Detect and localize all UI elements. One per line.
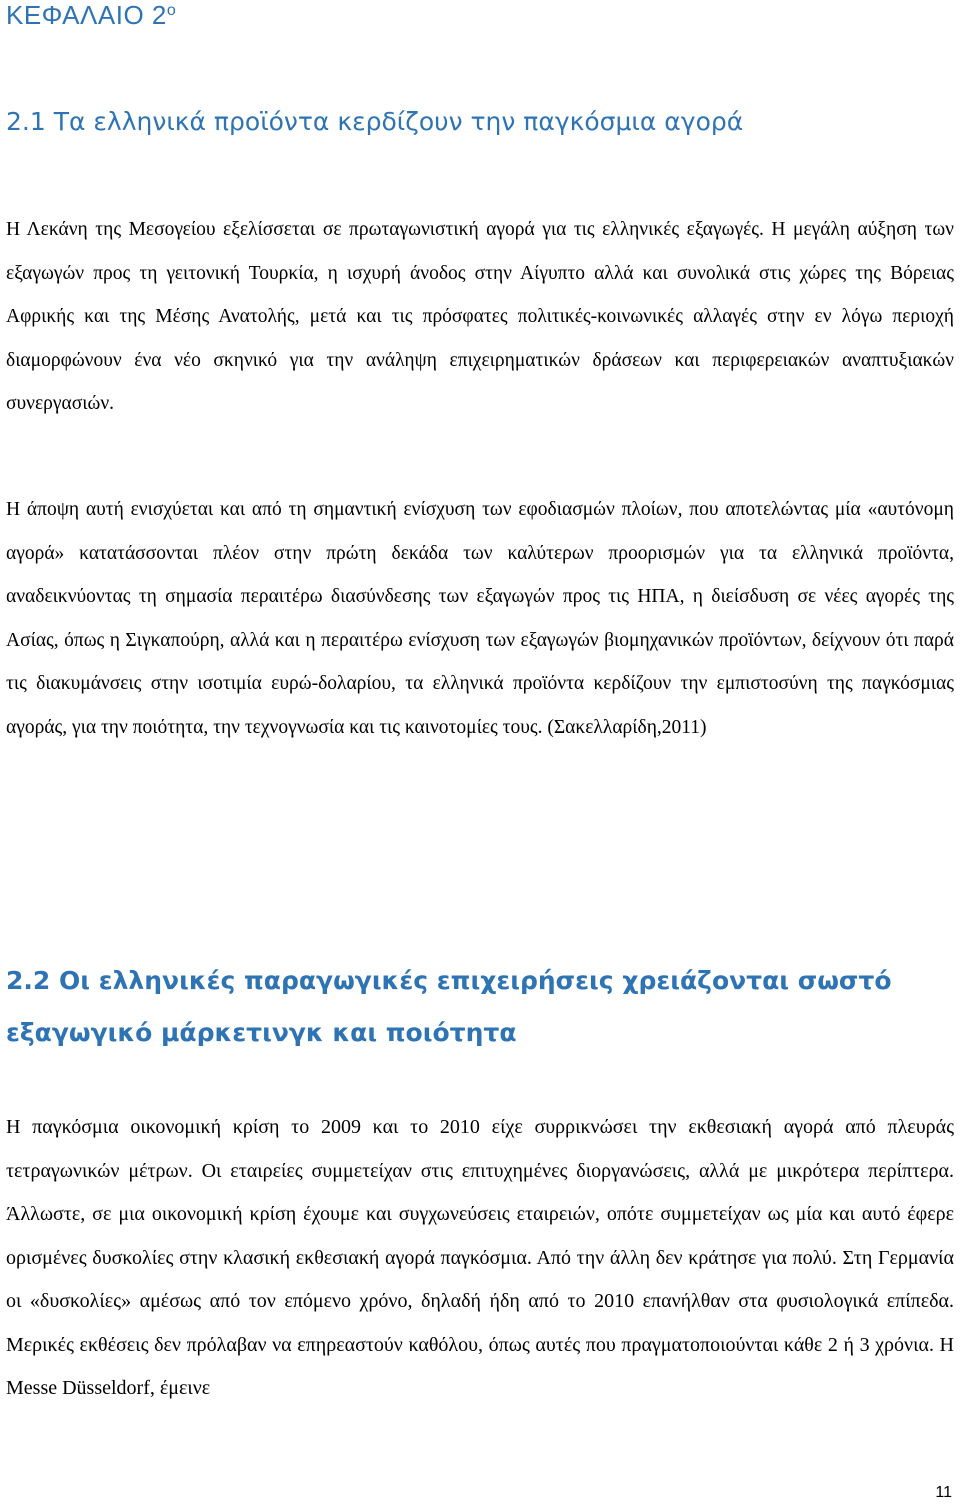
chapter-title — [6, 0, 176, 31]
chapter-title-superscript: ο — [166, 2, 177, 19]
section-heading-2-2-line-2: εξαγωγικό μάρκετινγκ και ποιότητα — [6, 1018, 517, 1047]
section-2-2-paragraph-1: Η παγκόσμια οικονομική κρίση το 2009 και το 2010 είχε συρρικνώσει την εκθεσιακή αγορά από πλευράς τετραγωνικών μέτρων. Οι εταιρείες συμμετείχαν στις επιτυχημένες διοργανώσεις, αλλά με μικρότερα περίπτερα. Άλλωστε, σε μια οικονομική κρίση έχουμε και συγχωνεύσεις εταιρειών, οπότε συμμετείχαν ως μία και αυτό έφερε ορισμένες δυσκολίες στην κλασική εκθεσιακή αγορά παγκόσμια. Από την άλλη δεν κράτησε για πολύ. Στη Γερμανία οι «δυσκολίες» αμέσως από τον επόμενο χρόνο, δηλαδή ήδη από το 2010 επανήλθαν στα φυσιολογικά επίπεδα. Μερικές εκθέσεις δεν πρόλαβαν να επηρεαστούν καθόλου, όπως αυτές που πραγματοποιούνται κάθε 2 ή 3 χρόνια. Η Messe Düsseldorf, έμεινε — [6, 1116, 954, 1399]
section-heading-2-2-line-1: 2.2 Οι ελληνικές παραγωγικές επιχειρήσεις χρειάζονται σωστό — [6, 966, 892, 995]
page-number: 11 — [935, 1484, 952, 1501]
chapter-title-text: ΚΕΦΑΛΑΙΟ 2 — [6, 0, 167, 30]
section-2-1-paragraph-2: Η άποψη αυτή ενισχύεται και από τη σημαντική ενίσχυση των εφοδιασμών πλοίων, που αποτελώντας μία «αυτόνομη αγορά» κατατάσσονται πλέον στην πρώτη δεκάδα των καλύτερων προορισμών για τα ελληνικά προϊόντα, αναδεικνύοντας τη σημασία περαιτέρω διασύνδεσης των εξαγωγών προς τις ΗΠΑ, η διείσδυση σε νέες αγορές της Ασίας, όπως η Σιγκαπούρη, αλλά και η περαιτέρω ενίσχυση των εξαγωγών βιομηχανικών προϊόντων, δείχνουν ότι παρά τις διακυμάνσεις στην ισοτιμία ευρώ-δολαρίου, τα ελληνικά προϊόντα κερδίζουν την εμπιστοσύνη της παγκόσμιας αγοράς, για την ποιότητα, την τεχνογνωσία και τις καινοτομίες τους. (Σακελλαρίδη,2011) — [6, 499, 954, 738]
section-2-1-paragraph-1: Η Λεκάνη της Μεσογείου εξελίσσεται σε πρωταγωνιστική αγορά για τις ελληνικές εξαγωγές. Η μεγάλη αύξηση των εξαγωγών προς τη γειτονική Τουρκία, η ισχυρή άνοδος στην Αίγυπτο αλλά και συνολικά στις χώρες της Βόρειας Αφρικής και της Μέσης Ανατολής, μετά και τις πρόσφατες πολιτικές-κοινωνικές αλλαγές στην εν λόγω περιοχή διαμορφώνουν ένα νέο σκηνικό για την ανάληψη επιχειρηματικών δράσεων και περιφερειακών αναπτυξιακών συνεργασιών. — [6, 219, 954, 414]
section-heading-2-2 — [6, 955, 946, 1059]
section-heading-2-1: 2.1 Τα ελληνικά προϊόντα κερδίζουν την παγκόσμια αγορά — [6, 107, 744, 136]
